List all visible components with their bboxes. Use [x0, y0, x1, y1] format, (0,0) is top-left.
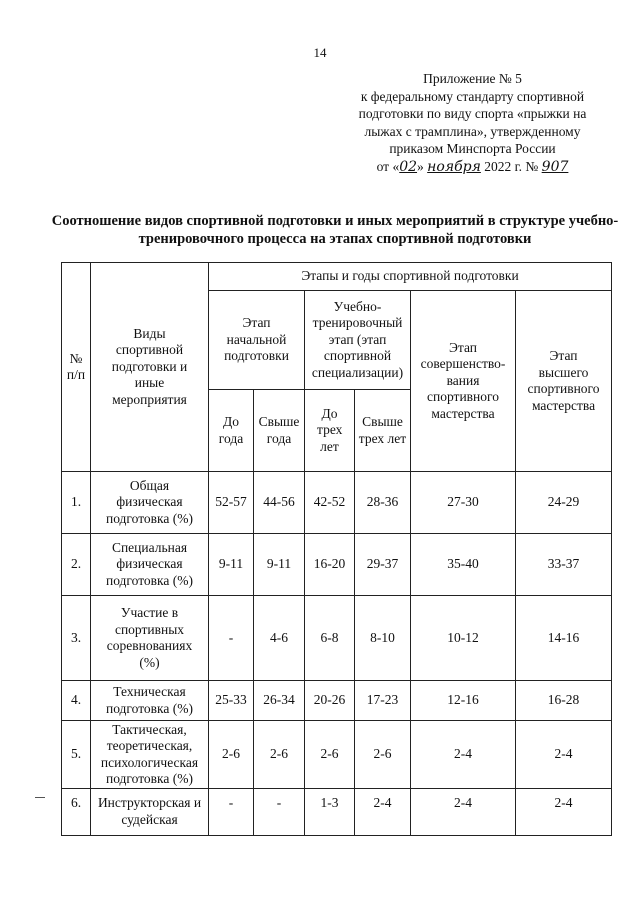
document-title: Соотношение видов спортивной подготовки и иных мероприятий в структуре учебно-тренировочного процесса на этапах спортивной подготовки — [51, 213, 619, 247]
annex-line: приказом Минспорта России — [389, 141, 556, 156]
annex-line: подготовки по виду спорта «прыжки на — [358, 106, 587, 121]
row-value: 35-40 — [411, 534, 516, 596]
row-value: 2-6 — [305, 721, 355, 789]
row-label: Специальная физическая подготовка (%) — [91, 534, 209, 596]
row-number: 4. — [62, 681, 91, 721]
row-value: 26-34 — [254, 681, 305, 721]
row-value: 8-10 — [355, 596, 411, 681]
row-label: Тактическая, теоретическая, психологическая подготовка (%) — [91, 721, 209, 789]
row-value: 9-11 — [209, 534, 254, 596]
row-label: Инструкторская и судейская — [91, 789, 209, 836]
row-value: 9-11 — [254, 534, 305, 596]
row-value: 52-57 — [209, 472, 254, 534]
page-number: 14 — [313, 45, 327, 60]
row-value: 28-36 — [355, 472, 411, 534]
row-value: 2-6 — [209, 721, 254, 789]
handwritten-number: 907 — [541, 158, 569, 175]
row-value: 29-37 — [355, 534, 411, 596]
header-over-three-years: Свыше трех лет — [355, 390, 411, 472]
row-value: - — [254, 789, 305, 836]
annex-date-line — [330, 158, 615, 177]
row-value: 24-29 — [516, 472, 612, 534]
header-over-year: Свыше года — [254, 390, 305, 472]
row-value: 2-6 — [254, 721, 305, 789]
row-value: 6-8 — [305, 596, 355, 681]
table-row — [62, 534, 612, 596]
table-row — [62, 472, 612, 534]
row-value: 42-52 — [305, 472, 355, 534]
row-value: 12-16 — [411, 681, 516, 721]
annex-line: лыжах с трамплина», утвержденному — [364, 123, 581, 139]
row-label: Техническая подготовка (%) — [91, 681, 209, 721]
row-number: 6. — [62, 789, 91, 836]
row-value: 2-6 — [355, 721, 411, 789]
table-row — [62, 596, 612, 681]
training-ratio-table — [61, 262, 612, 836]
row-label: Участие в спортивных соревнованиях (%) — [91, 596, 209, 681]
row-number: 2. — [62, 534, 91, 596]
handwritten-month: ноября — [427, 158, 481, 175]
row-number: 1. — [62, 472, 91, 534]
margin-mark — [35, 797, 45, 798]
row-value: 27-30 — [411, 472, 516, 534]
row-number: 3. — [62, 596, 91, 681]
row-value: 2-4 — [411, 721, 516, 789]
annex-line: к федеральному стандарту спортивной — [360, 88, 585, 104]
row-value: 10-12 — [411, 596, 516, 681]
row-value: 14-16 — [516, 596, 612, 681]
annex-header — [330, 70, 615, 176]
row-value: 16-20 — [305, 534, 355, 596]
row-value: 2-4 — [355, 789, 411, 836]
row-label: Общая физическая подготовка (%) — [91, 472, 209, 534]
header-higher-stage: Этап высшего спортивного мастерства — [516, 291, 612, 472]
row-value: 2-4 — [516, 721, 612, 789]
table-row — [62, 681, 612, 721]
header-stages: Этапы и годы спортивной подготовки — [209, 263, 612, 291]
row-value: 25-33 — [209, 681, 254, 721]
date-year: 2022 г. № — [480, 158, 542, 174]
header-training-stage: Учебно-тренировочный этап (этап спортивной специализации) — [305, 291, 411, 390]
header-initial-stage: Этап начальной подготовки — [209, 291, 305, 390]
header-up-to-year: До года — [209, 390, 254, 472]
date-prefix: от « — [376, 158, 400, 174]
row-value: 33-37 — [516, 534, 612, 596]
row-value: 20-26 — [305, 681, 355, 721]
row-value: 2-4 — [516, 789, 612, 836]
row-value: 1-3 — [305, 789, 355, 836]
row-number: 5. — [62, 721, 91, 789]
row-value: - — [209, 596, 254, 681]
header-kinds: Виды спортивной подготовки и иные мероприятия — [91, 263, 209, 472]
table-row — [62, 721, 612, 789]
header-improvement-stage: Этап совершенство-вания спортивного мастерства — [411, 291, 516, 472]
date-mid: » — [417, 158, 428, 174]
row-value: - — [209, 789, 254, 836]
row-value: 4-6 — [254, 596, 305, 681]
header-up-to-three-years: До трех лет — [305, 390, 355, 472]
row-value: 44-56 — [254, 472, 305, 534]
handwritten-day: 02 — [399, 158, 418, 175]
header-num: № п/п — [62, 263, 91, 472]
row-value: 17-23 — [355, 681, 411, 721]
row-value: 16-28 — [516, 681, 612, 721]
annex-title: Приложение № 5 — [423, 71, 522, 86]
row-value: 2-4 — [411, 789, 516, 836]
table-row — [62, 789, 612, 836]
